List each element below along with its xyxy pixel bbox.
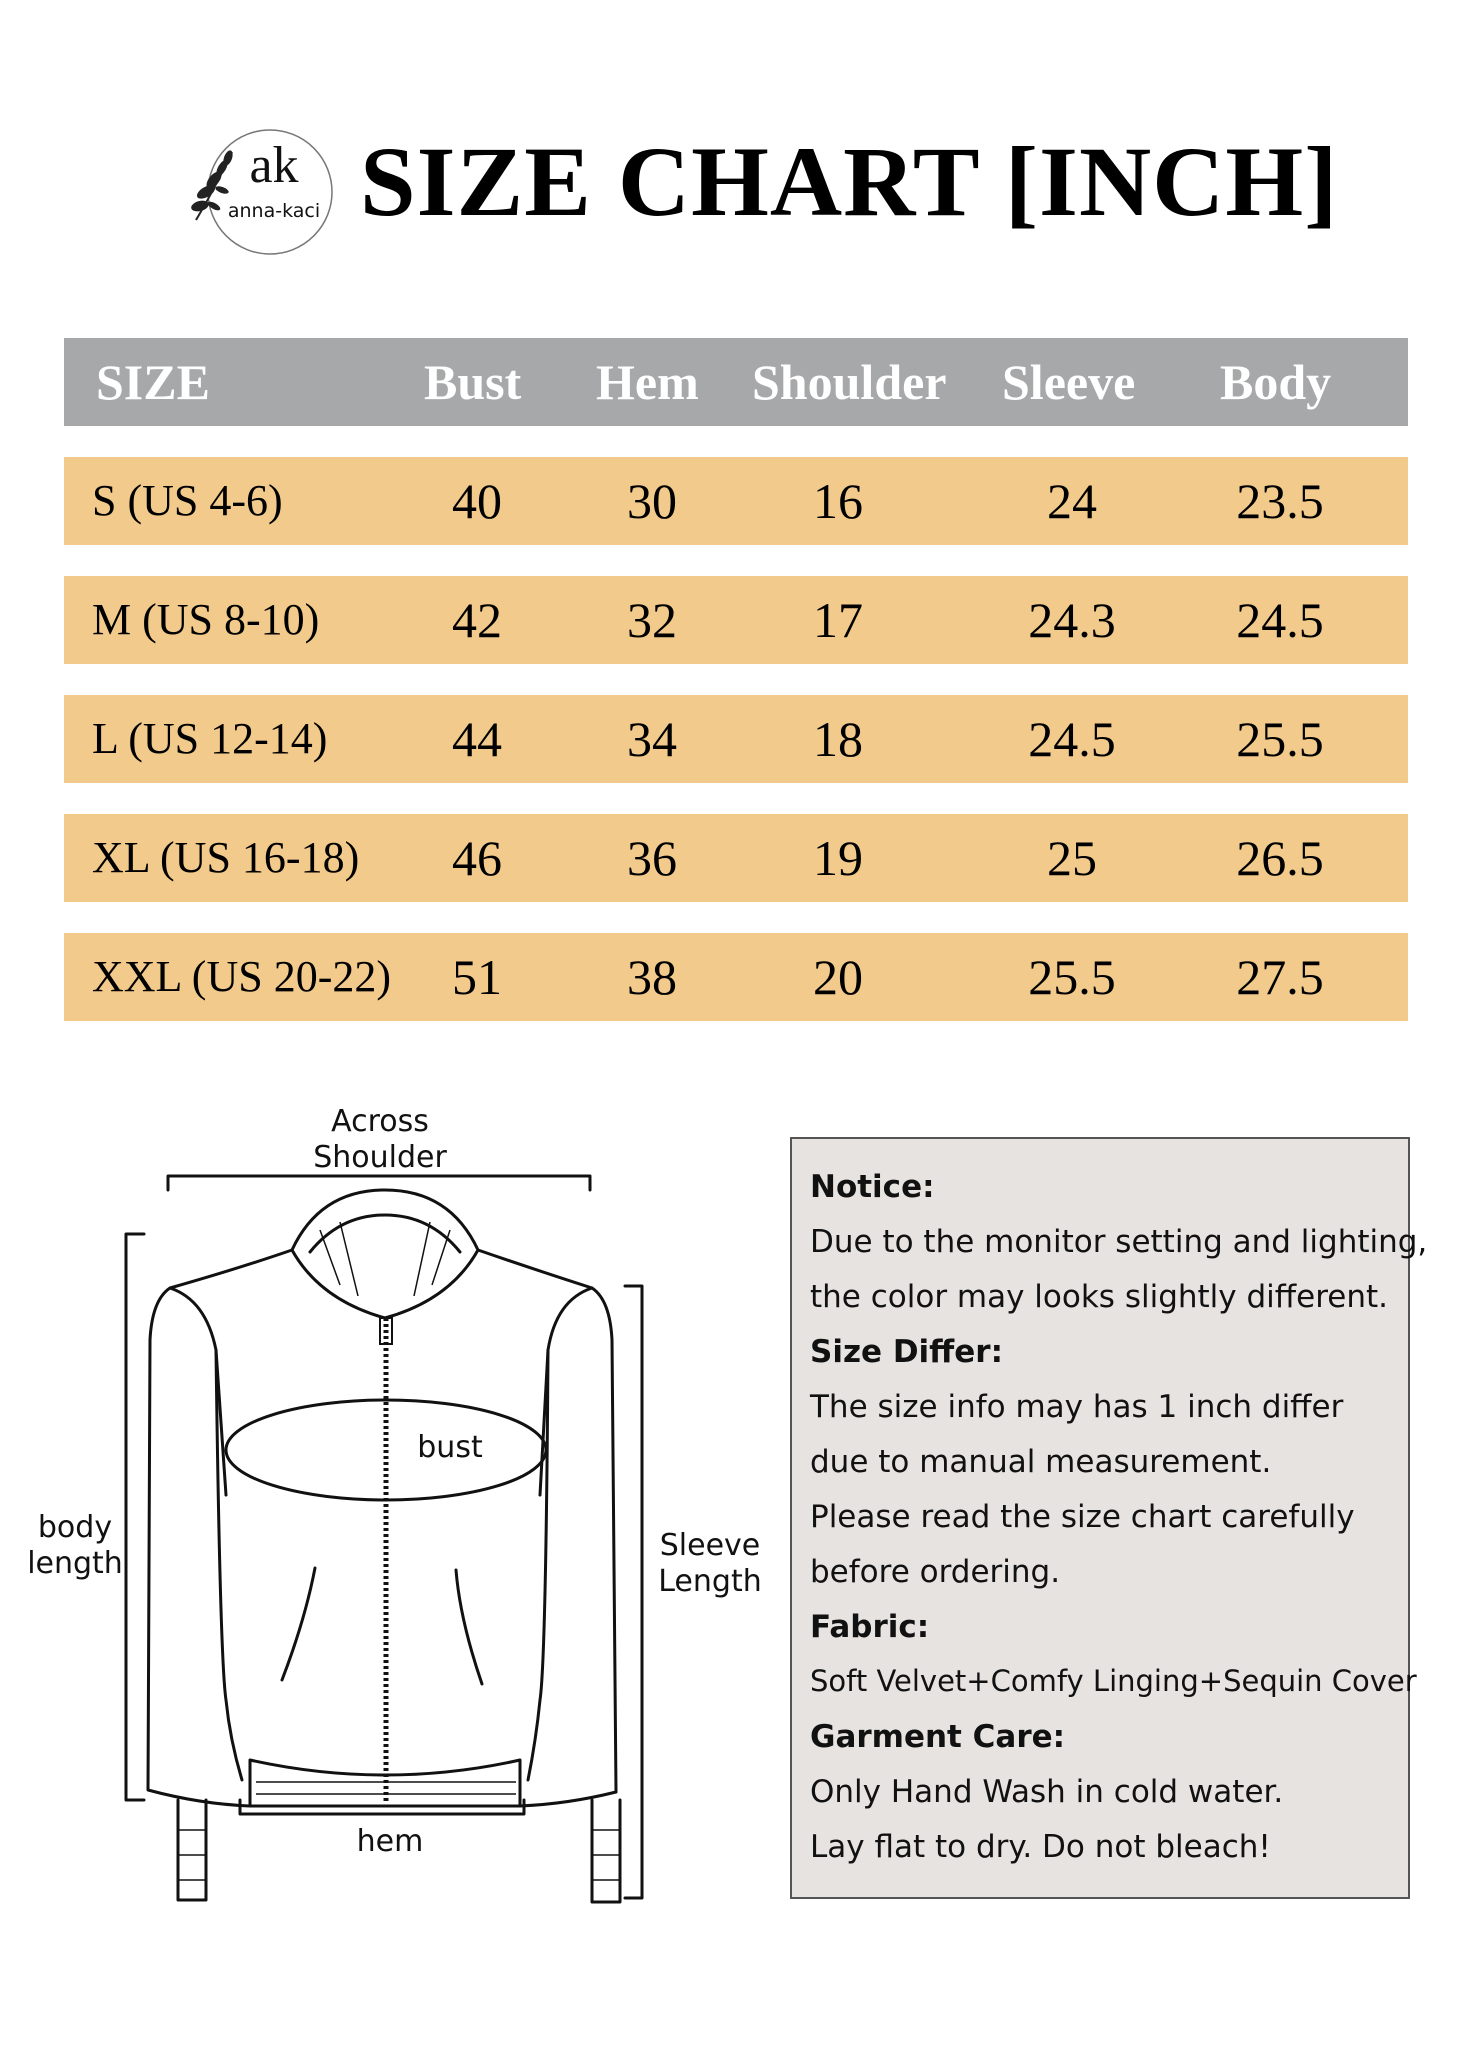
table-row xyxy=(64,695,1408,783)
bust-cell: 46 xyxy=(452,830,502,886)
size-differ-text: before ordering. xyxy=(810,1554,1061,1590)
body-length-label xyxy=(20,1510,130,1582)
size-cell: M (US 8-10) xyxy=(92,595,320,644)
body-cell: 27.5 xyxy=(1236,949,1324,1005)
shoulder-cell: 18 xyxy=(813,711,863,767)
across-shoulder-label xyxy=(280,1104,480,1176)
brand-logo xyxy=(184,120,334,260)
bust-cell: 44 xyxy=(452,711,502,767)
body-cell: 26.5 xyxy=(1236,830,1324,886)
column-header-size: SIZE xyxy=(96,354,210,410)
hem-cell: 30 xyxy=(627,473,677,529)
body-length-label-line1: body xyxy=(37,1510,113,1545)
size-differ-text: The size info may has 1 inch differ xyxy=(810,1389,1344,1425)
size-cell: XXL (US 20-22) xyxy=(92,952,391,1001)
sleeve-length-label-line2: Length xyxy=(658,1564,762,1599)
fabric-text: Soft Velvet+Comfy Linging+Sequin Cover xyxy=(810,1664,1417,1698)
garment-care-text: Only Hand Wash in cold water. xyxy=(810,1774,1284,1810)
body-cell: 25.5 xyxy=(1236,711,1324,767)
notice-text: Due to the monitor setting and lighting, xyxy=(810,1224,1428,1260)
hem-cell: 38 xyxy=(627,949,677,1005)
bust-label: bust xyxy=(417,1430,483,1465)
hem-cell: 32 xyxy=(627,592,677,648)
size-differ-heading: Size Differ: xyxy=(810,1334,1003,1370)
hem-cell: 34 xyxy=(627,711,677,767)
bust-cell: 42 xyxy=(452,592,502,648)
shoulder-cell: 17 xyxy=(813,592,863,648)
garment-care-text: Lay flat to dry. Do not bleach! xyxy=(810,1829,1271,1865)
sleeve-cell: 24.5 xyxy=(1028,711,1116,767)
sleeve-cell: 24.3 xyxy=(1028,592,1116,648)
column-header-hem: Hem xyxy=(596,354,699,410)
notice-heading: Notice: xyxy=(810,1169,935,1205)
size-cell: XL (US 16-18) xyxy=(92,833,360,882)
jacket-measurement-diagram xyxy=(20,1100,780,1930)
shoulder-cell: 16 xyxy=(813,473,863,529)
across-shoulder-label-line2: Shoulder xyxy=(313,1140,447,1175)
jacket-illustration xyxy=(20,1100,780,1930)
table-row xyxy=(64,457,1408,545)
size-cell: S (US 4-6) xyxy=(92,476,283,525)
column-header-body: Body xyxy=(1220,354,1332,410)
notice-box xyxy=(790,1137,1428,1899)
notice-text: the color may looks slightly different. xyxy=(810,1279,1388,1315)
table-header xyxy=(64,338,1408,426)
sleeve-cell: 25 xyxy=(1047,830,1097,886)
sleeve-cell: 25.5 xyxy=(1028,949,1116,1005)
shoulder-cell: 20 xyxy=(813,949,863,1005)
body-cell: 23.5 xyxy=(1236,473,1324,529)
column-header-shoulder: Shoulder xyxy=(752,354,947,410)
size-differ-text: Please read the size chart carefully xyxy=(810,1499,1355,1535)
across-shoulder-label-line1: Across xyxy=(331,1104,429,1139)
hem-cell: 36 xyxy=(627,830,677,886)
shoulder-cell: 19 xyxy=(813,830,863,886)
fabric-heading: Fabric: xyxy=(810,1609,930,1645)
column-header-sleeve: Sleeve xyxy=(1002,354,1136,410)
column-header-bust: Bust xyxy=(424,354,522,410)
table-row xyxy=(64,814,1408,902)
page-title: SIZE CHART [INCH] xyxy=(360,126,1339,237)
size-differ-text: due to manual measurement. xyxy=(810,1444,1272,1480)
bust-cell: 51 xyxy=(452,949,502,1005)
body-length-label-line2: length xyxy=(27,1546,123,1581)
logo-brand-name: anna-kaci xyxy=(227,200,321,222)
sleeve-length-label-line1: Sleeve xyxy=(659,1528,761,1563)
size-cell: L (US 12-14) xyxy=(92,714,328,763)
bust-cell: 40 xyxy=(452,473,502,529)
hem-label: hem xyxy=(356,1824,424,1859)
garment-care-heading: Garment Care: xyxy=(810,1719,1066,1755)
body-cell: 24.5 xyxy=(1236,592,1324,648)
table-row xyxy=(64,933,1408,1021)
sleeve-length-label xyxy=(650,1528,770,1600)
table-row xyxy=(64,576,1408,664)
sleeve-cell: 24 xyxy=(1047,473,1097,529)
logo-monogram: ak xyxy=(249,137,299,194)
